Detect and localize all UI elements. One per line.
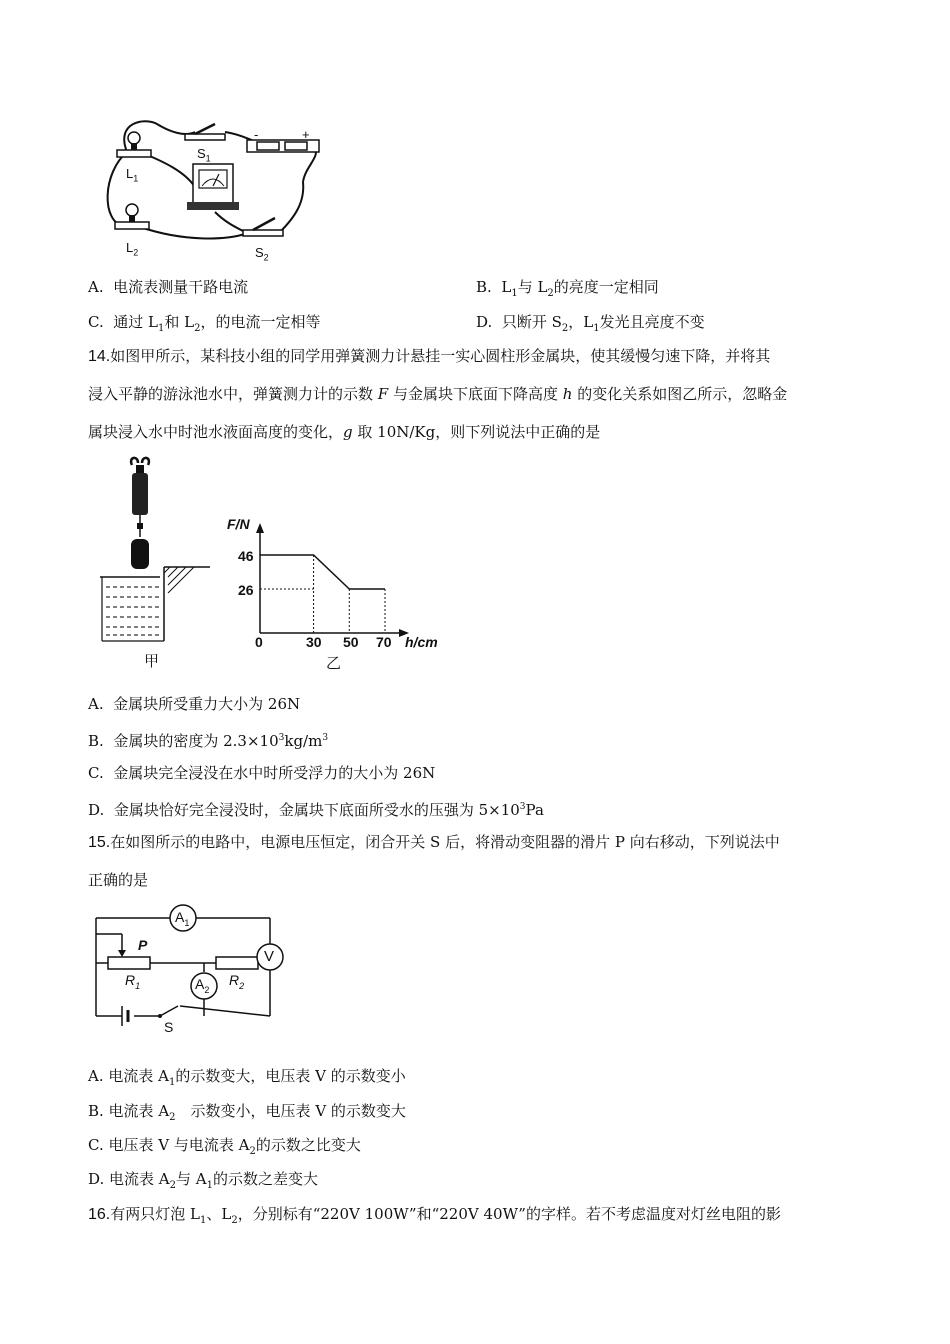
q15-option-a: A. 电流表 $A_1$的示数变大，电压表 V 的示数变小 (88, 1067, 406, 1088)
chart-y-tick-46: 46 (238, 548, 254, 564)
chart-x-tick-50: 50 (343, 634, 359, 650)
q15-circuit-figure (90, 900, 290, 1035)
label-r2: $R_2$ (229, 972, 245, 991)
q14-option-c: C. 金属块完全浸没在水中时所受浮力的大小为 26N (88, 764, 436, 782)
q15-option-c: C. 电压表 V 与电流表 $A_2$的示数之比变大 (88, 1136, 361, 1157)
label-plus: + (302, 127, 310, 142)
q15-option-b: B. 电流表 $A_2$ 示数变小，电压表 V 的示数变大 (88, 1102, 406, 1123)
label-minus: - (254, 127, 259, 142)
label-a1: $A_1$ (175, 909, 190, 928)
q14-figure-jia (98, 455, 216, 645)
q14-option-a: A. 金属块所受重力大小为 26N (88, 695, 301, 713)
q15-line-1: 15.在如图所示的电路中，电源电压恒定，闭合开关 S 后，将滑动变阻器的滑片 P 向右移动，下列说法中 (88, 833, 780, 851)
label-s: S (164, 1019, 174, 1035)
label-p: P (138, 937, 148, 953)
q14-line-3: 属块浸入水中时池水液面高度的变化，g 取 10N/Kg，则下列说法中正确的是 (88, 423, 601, 441)
q14-option-d: D. 金属块恰好完全浸没时，金属块下底面所受水的压强为 $5\times 10^3Pa$ (88, 801, 544, 819)
q14-label-yi: 乙 (326, 654, 342, 672)
label-r1: $R_1$ (125, 972, 141, 991)
chart-series-line (260, 555, 385, 589)
chart-x-tick-30: 30 (306, 634, 322, 650)
label-s1: $S_1$ (197, 146, 211, 164)
q13-option-d: D. 只断开 $S_2$，$L_1$发光且亮度不变 (476, 313, 705, 334)
label-v: V (264, 948, 275, 965)
label-a2: $A_2$ (195, 976, 210, 995)
q15-option-d: D. 电流表 $A_2$与 $A_1$的示数之差变大 (88, 1170, 319, 1191)
chart-x-tick-70: 70 (376, 634, 392, 650)
label-s2: $S_2$ (255, 245, 269, 263)
label-l1: $L_1$ (126, 166, 139, 184)
q14-line-2: 浸入平静的游泳池水中，弹簧测力计的示数 F 与金属块下底面下降高度 h 的变化关系如图乙所示，忽略金 (88, 385, 788, 403)
chart-y-tick-26: 26 (238, 582, 254, 598)
q14-label-jia: 甲 (144, 652, 160, 670)
q15-line-2: 正确的是 (88, 871, 149, 889)
q13-option-a: A. 电流表测量干路电流 (88, 278, 249, 296)
chart-x-axis-label: h/cm (405, 634, 438, 650)
label-l2: $L_2$ (126, 240, 139, 258)
q13-option-b: B. $L_1$与 $L_2$的亮度一定相同 (476, 278, 659, 299)
chart-origin-label: 0 (255, 634, 263, 650)
q14-line-1: 14.如图甲所示，某科技小组的同学用弹簧测力计悬挂一实心圆柱形金属块，使其缓慢匀速下降，并将其 (88, 347, 771, 365)
q14-option-b: B. 金属块的密度为 $2.3\times 10^3kg/m^3$ (88, 732, 329, 750)
q13-option-c: C. 通过 $L_1$和 $L_2$，的电流一定相等 (88, 313, 321, 334)
q16-line-1: 16.有两只灯泡 $L_1$、$L_2$，分别标有“220V 100W”和“220V 40W”的字样。若不考虑温度对灯丝电阻的影 (88, 1205, 781, 1226)
chart-y-axis-label: F/N (227, 516, 250, 532)
